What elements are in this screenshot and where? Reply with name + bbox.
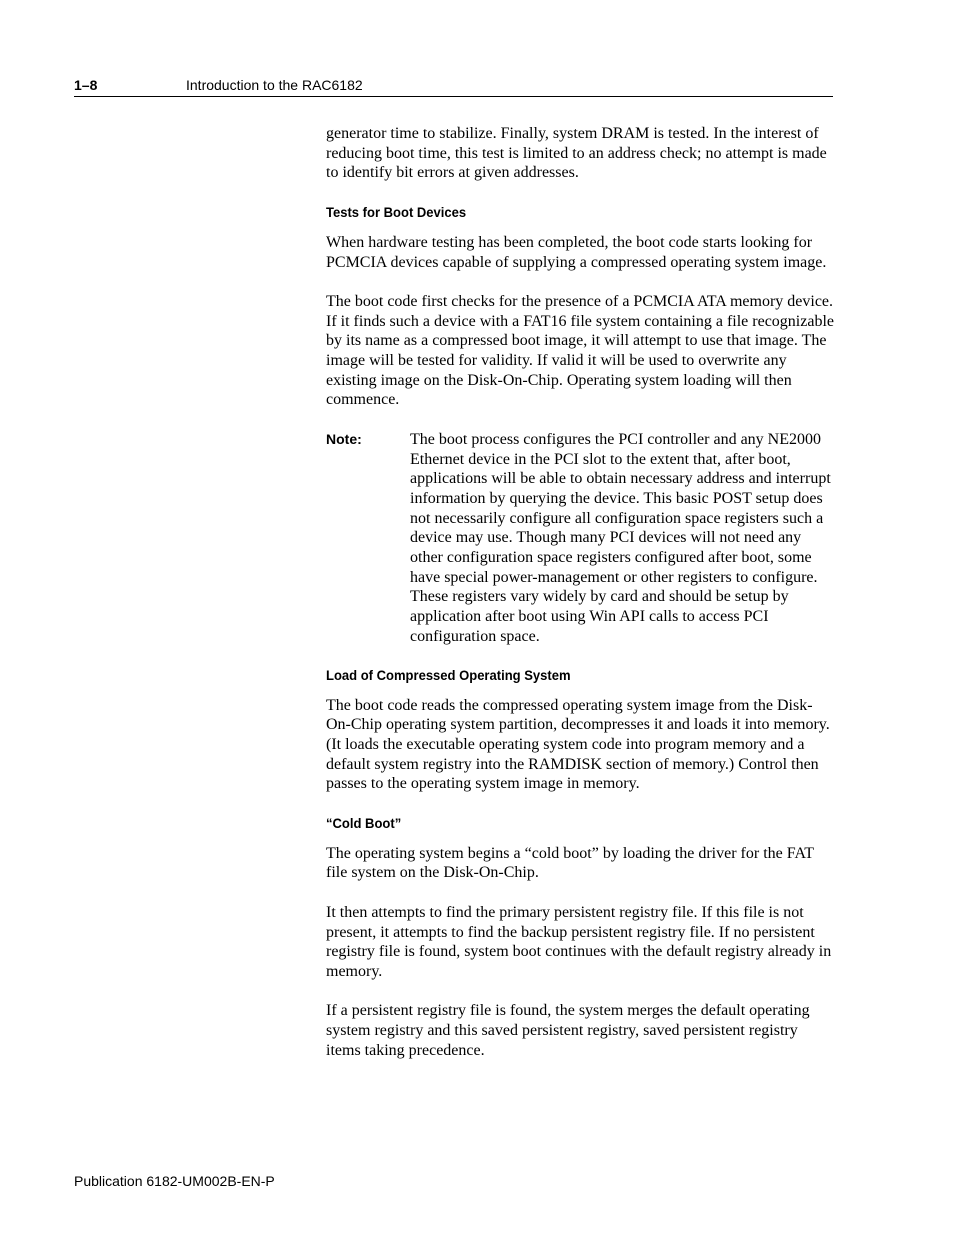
chapter-title: Introduction to the RAC6182 xyxy=(186,77,363,93)
page-number: 1–8 xyxy=(74,77,98,93)
page-footer xyxy=(74,1173,275,1189)
section-heading-tests-for-boot-devices: Tests for Boot Devices xyxy=(326,203,467,220)
intro-paragraph: generator time to stabilize. Finally, system DRAM is tested. In the interest of reducing boot time, this test is limited to an address check; no attempt is made to identify bit errors at given addresses. xyxy=(326,125,827,182)
cold-boot-paragraph-2: It then attempts to find the primary persistent registry file. If this file is not present, it attempts to find the backup persistent registry file. If no persistent registry file is found, system boot continues with the default registry already in memory. xyxy=(326,903,832,980)
section-heading-load-compressed-os: Load of Compressed Operating System xyxy=(326,666,571,683)
main-content xyxy=(326,124,834,1080)
cold-boot-paragraph-3: If a persistent registry file is found, the system merges the default operating system registry and this saved persistent registry, saved persistent registry items taking precedence. xyxy=(326,1002,810,1059)
note-text: The boot process configures the PCI controller and any NE2000 Ethernet device in the PCI slot to the extent that, after boot, applications will be able to obtain necessary address and interrupt information by querying the device. This basic POST setup does not necessarily configure all configuration space registers such a device may use. Though many PCI devices will not need any other configuration space registers configured after boot, some have special power-management or other registers to configure. These registers vary widely by card and should be setup by application after boot using Win API calls to access PCI configuration space. xyxy=(410,430,831,645)
page-header xyxy=(74,76,833,97)
tests-paragraph-2: The boot code first checks for the presence of a PCMCIA ATA memory device. If it finds such a device with a FAT16 file system containing a file recognizable by its name as a compressed boot image, it will attempt to use that image. The image will be tested for validity. If valid it will be used to overwrite any existing image on the Disk-On-Chip. Operating system loading will then commence. xyxy=(326,292,834,409)
note-block xyxy=(326,430,834,647)
publication-number: Publication 6182-UM002B-EN-P xyxy=(74,1173,275,1189)
load-paragraph: The boot code reads the compressed operating system image from the Disk-On-Chip operating system partition, decompresses it and loads it into memory. (It loads the executable operating system code into program memory and a default system registry into the RAMDISK section of memory.) Control then passes to the operating system image in memory. xyxy=(326,696,830,793)
tests-paragraph-1: When hardware testing has been completed, the boot code starts looking for PCMCIA devices capable of supplying a compressed operating system image. xyxy=(326,233,827,271)
cold-boot-paragraph-1: The operating system begins a “cold boot” by loading the driver for the FAT file system on the Disk-On-Chip. xyxy=(326,844,814,882)
note-label: Note: xyxy=(326,430,362,447)
section-heading-cold-boot: “Cold Boot” xyxy=(326,814,402,831)
